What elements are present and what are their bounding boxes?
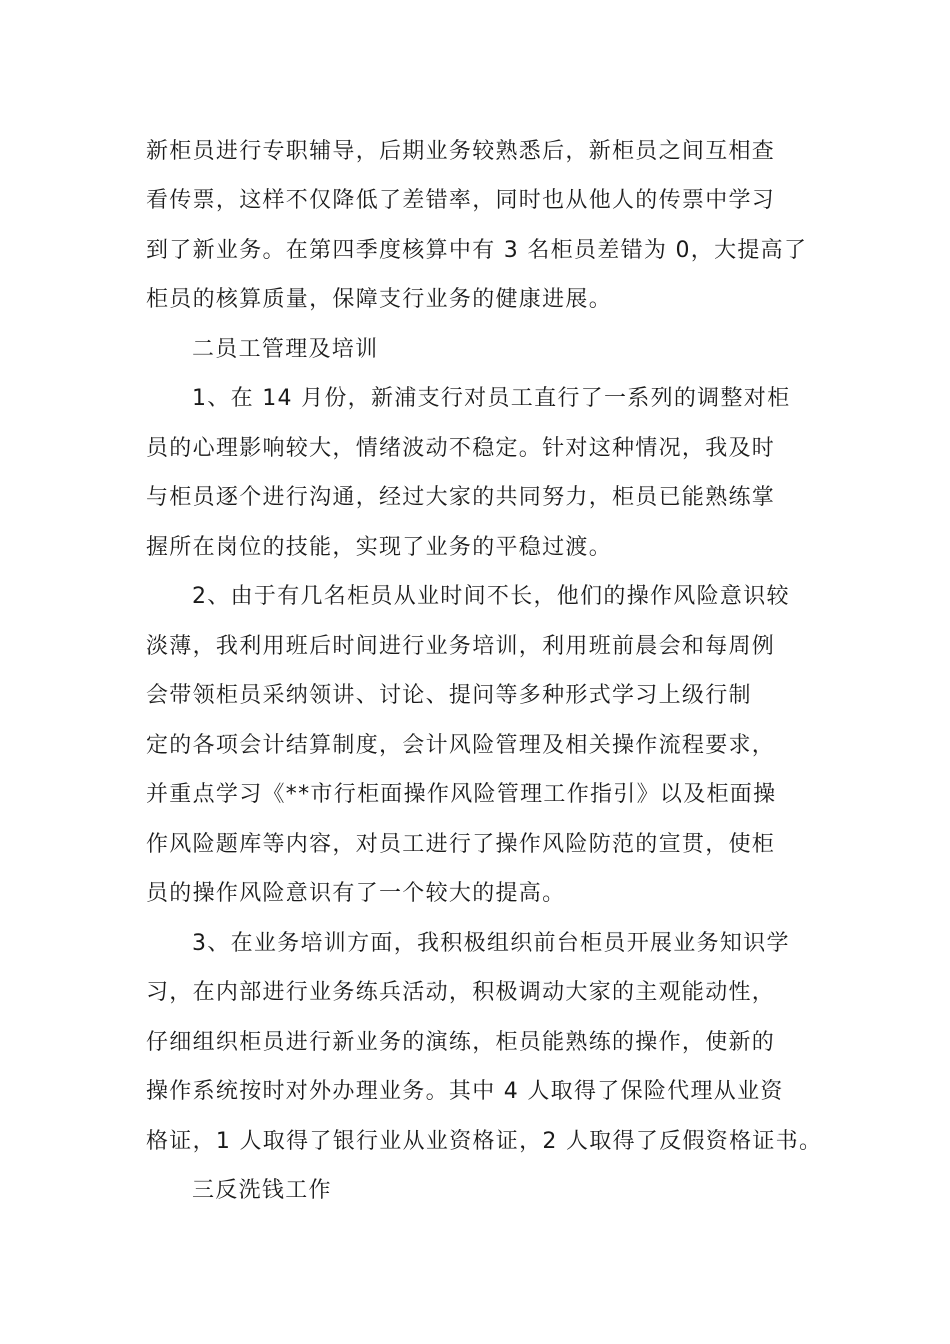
text-line: 会带领柜员采纳领讲、讨论、提问等多种形式学习上级行制 <box>146 683 752 708</box>
text-line: 柜员的核算质量，保障支行业务的健康进展。 <box>146 287 613 312</box>
text-line: 与柜员逐个进行沟通，经过大家的共同努力，柜员已能熟练掌 <box>146 485 776 510</box>
text-line: 格证，1 人取得了银行业从业资格证，2 人取得了反假资格证书。 <box>146 1129 823 1154</box>
section-heading: 二员工管理及培训 <box>192 337 379 362</box>
text-line: 定的各项会计结算制度，会计风险管理及相关操作流程要求， <box>146 733 776 758</box>
text-line: 看传票，这样不仅降低了差错率，同时也从他人的传票中学习 <box>146 188 776 213</box>
text-line: 员的心理影响较大，情绪波动不稳定。针对这种情况，我及时 <box>146 436 776 461</box>
text-line: 到了新业务。在第四季度核算中有 3 名柜员差错为 0，大提高了 <box>146 238 808 263</box>
text-line: 握所在岗位的技能，实现了业务的平稳过渡。 <box>146 535 613 560</box>
text-line: 1、在 14 月份，新浦支行对员工直行了一系列的调整对柜 <box>192 386 791 411</box>
text-line: 并重点学习《**市行柜面操作风险管理工作指引》以及柜面操 <box>146 782 777 807</box>
text-line: 操作系统按时对外办理业务。其中 4 人取得了保险代理从业资 <box>146 1079 784 1104</box>
text-line: 2、由于有几名柜员从业时间不长，他们的操作风险意识较 <box>192 584 790 609</box>
section-heading: 三反洗钱工作 <box>192 1178 332 1203</box>
text-line: 淡薄，我利用班后时间进行业务培训，利用班前晨会和每周例 <box>146 634 776 659</box>
text-line: 3、在业务培训方面，我积极组织前台柜员开展业务知识学 <box>192 931 790 956</box>
text-line: 仔细组织柜员进行新业务的演练，柜员能熟练的操作，使新的 <box>146 1030 776 1055</box>
text-line: 习，在内部进行业务练兵活动，积极调动大家的主观能动性， <box>146 980 776 1005</box>
text-line: 新柜员进行专职辅导，后期业务较熟悉后，新柜员之间互相查 <box>146 139 776 164</box>
text-line: 员的操作风险意识有了一个较大的提高。 <box>146 881 566 906</box>
text-line: 作风险题库等内容，对员工进行了操作风险防范的宣贯，使柜 <box>146 832 776 857</box>
